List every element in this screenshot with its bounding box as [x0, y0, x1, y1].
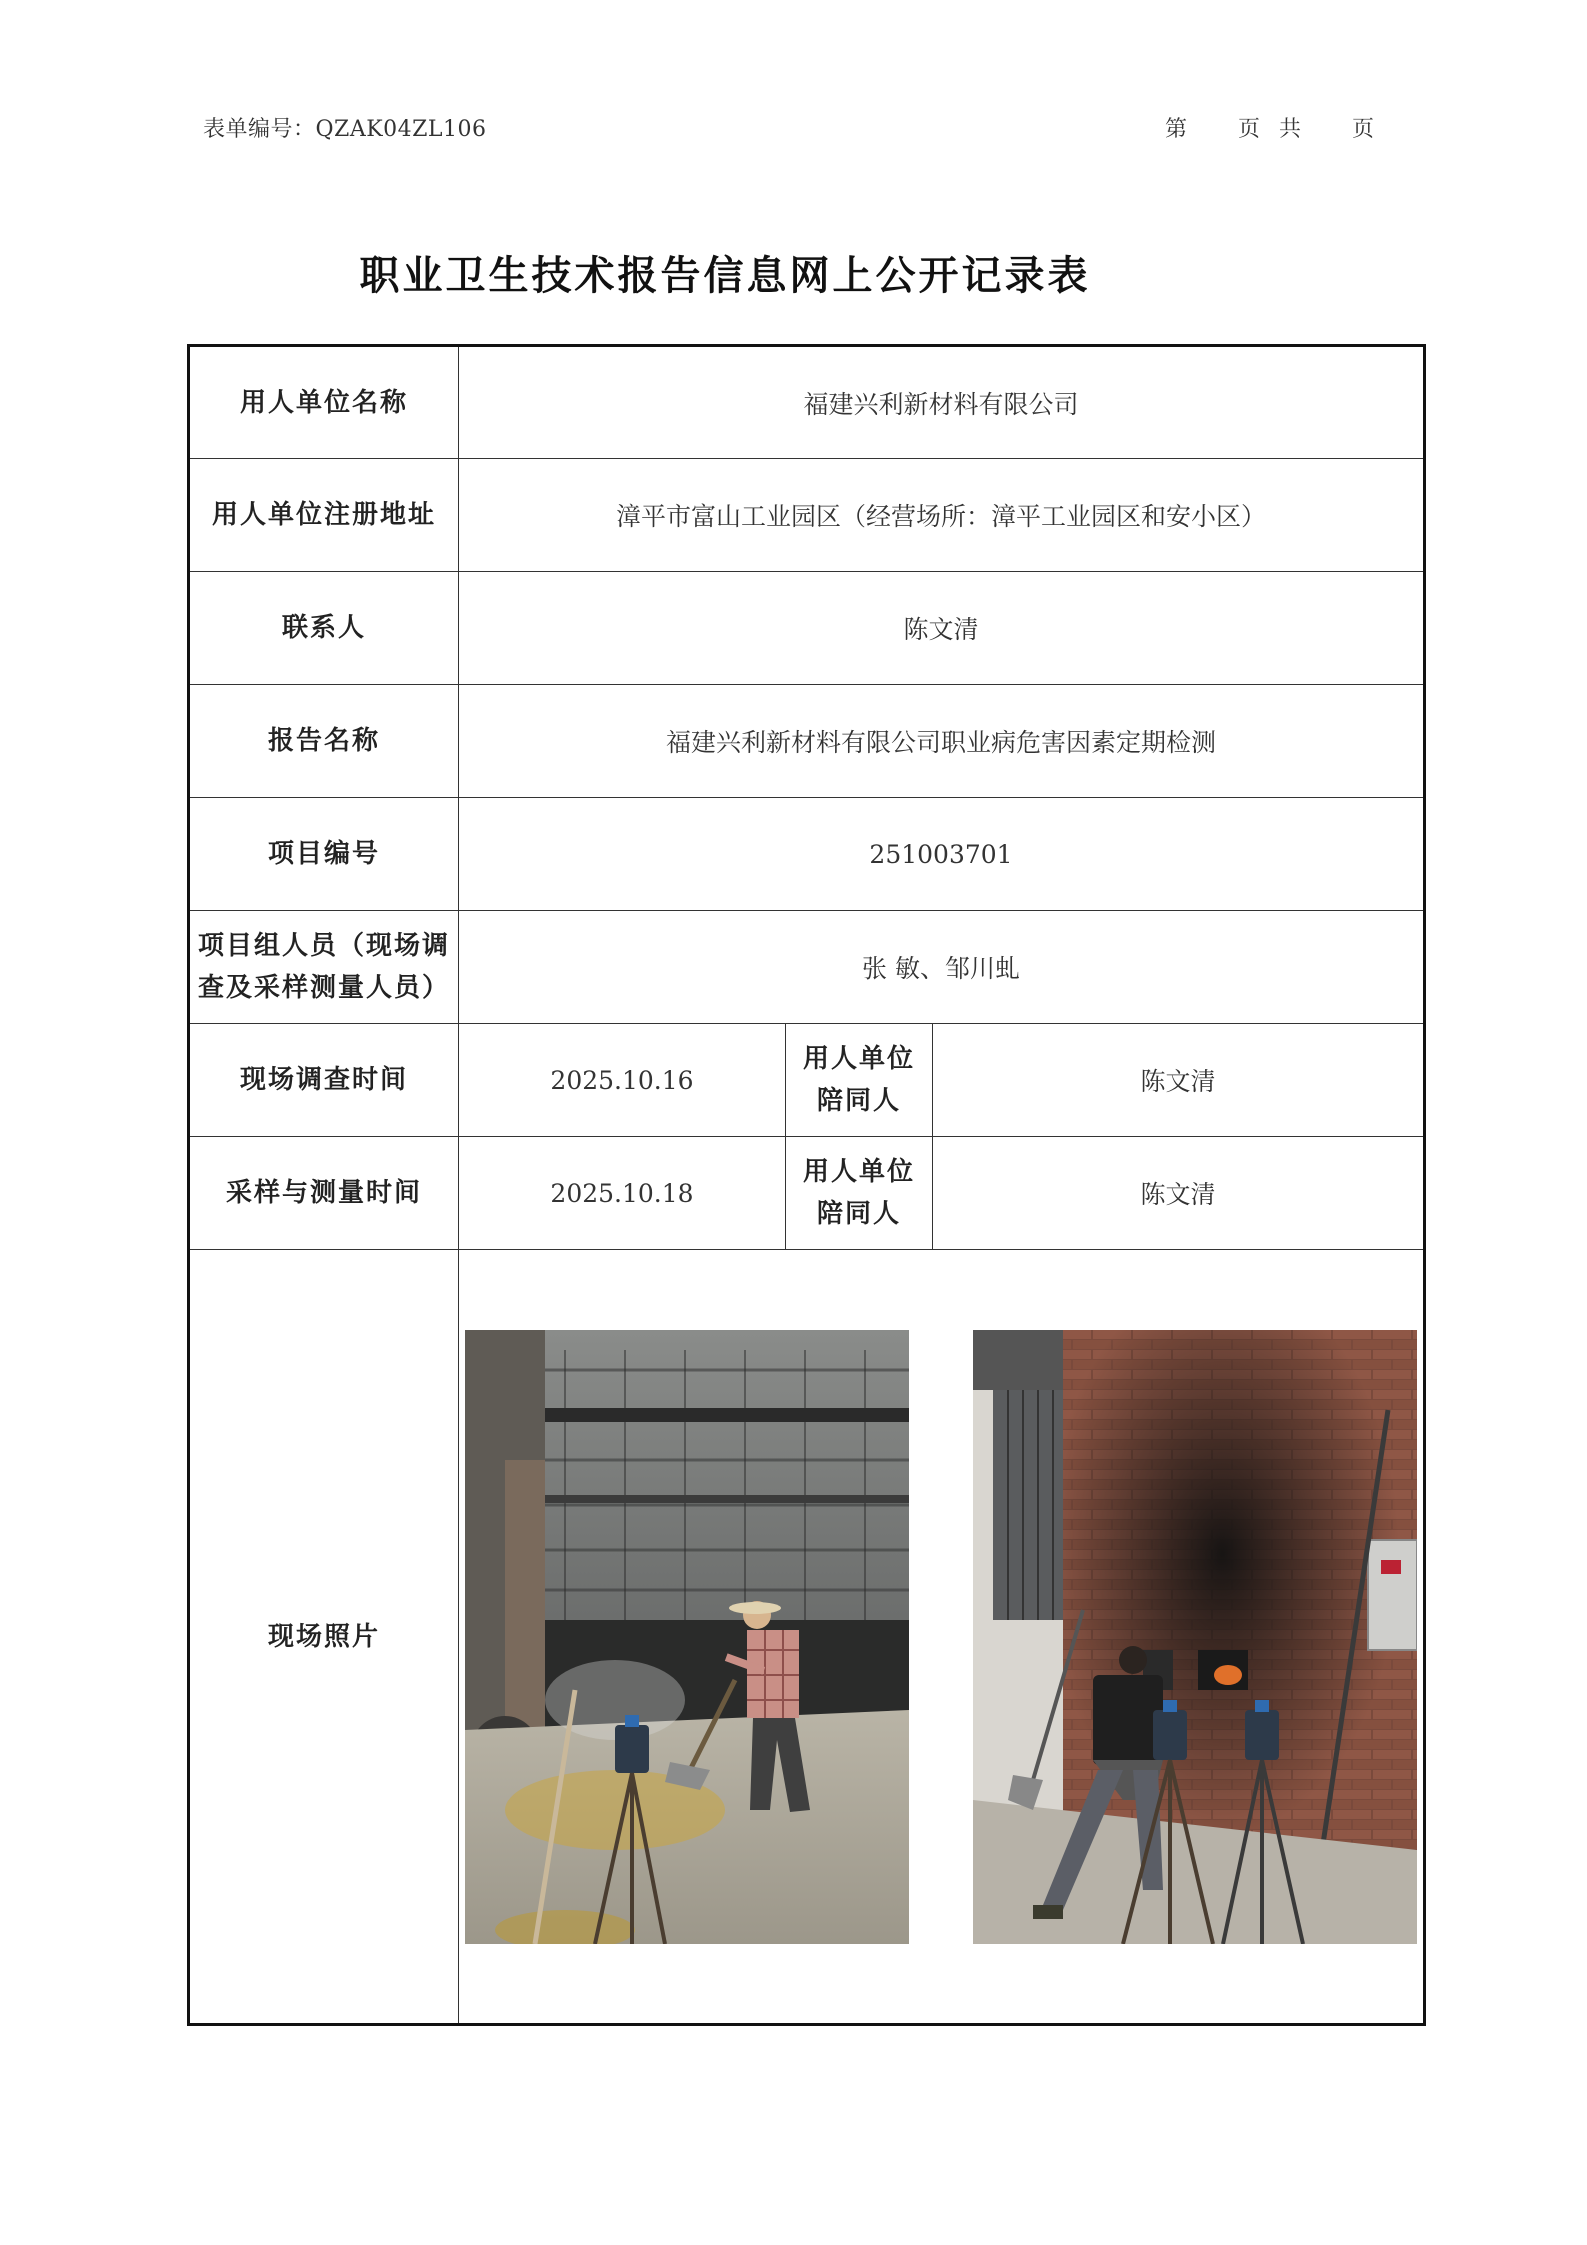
site-photo-1 — [465, 1330, 909, 1944]
report-name-value: 福建兴利新材料有限公司职业病危害因素定期检测 — [459, 685, 1425, 798]
employer-address-label: 用人单位注册地址 — [189, 459, 459, 572]
survey-companion-label-line2: 陪同人 — [816, 1086, 901, 1116]
row-project-number — [189, 798, 1425, 911]
employer-address-value: 漳平市富山工业园区（经营场所：漳平工业园区和安小区） — [459, 459, 1425, 572]
sampling-companion-value: 陈文清 — [933, 1137, 1425, 1250]
employer-name-label: 用人单位名称 — [189, 346, 459, 459]
row-sampling-time — [189, 1137, 1425, 1250]
sampling-companion-label — [786, 1137, 933, 1250]
team-members-label-line1: 项目组人员（现场调 — [198, 931, 451, 961]
photo-gallery — [459, 1330, 1423, 1944]
employer-name-value: 福建兴利新材料有限公司 — [459, 346, 1425, 459]
survey-time-label: 现场调查时间 — [189, 1024, 459, 1137]
photos-cell — [459, 1250, 1425, 2025]
contact-value: 陈文清 — [459, 572, 1425, 685]
page-label-ye2: 页 — [1352, 117, 1375, 142]
page-label-di: 第 — [1165, 117, 1188, 142]
row-employer-name — [189, 346, 1425, 459]
team-members-value: 张 敏、邹川虬 — [459, 911, 1425, 1024]
row-photos — [189, 1250, 1425, 2025]
team-members-label-line2: 查及采样测量人员） — [198, 973, 451, 1003]
project-number-label: 项目编号 — [189, 798, 459, 911]
page-indicator — [1165, 112, 1374, 143]
row-contact — [189, 572, 1425, 685]
report-name-label: 报告名称 — [189, 685, 459, 798]
survey-time-value: 2025.10.16 — [459, 1024, 786, 1137]
site-photo-2-image — [973, 1330, 1417, 1944]
project-number-value: 251003701 — [459, 798, 1425, 911]
survey-companion-label-line1: 用人单位 — [802, 1044, 915, 1074]
sampling-companion-label-line1: 用人单位 — [802, 1157, 915, 1187]
row-survey-time — [189, 1024, 1425, 1137]
photos-label: 现场照片 — [189, 1250, 459, 2025]
survey-companion-label — [786, 1024, 933, 1137]
team-members-label — [189, 911, 459, 1024]
site-photo-1-image — [465, 1330, 909, 1944]
sampling-time-value: 2025.10.18 — [459, 1137, 786, 1250]
row-team-members — [189, 911, 1425, 1024]
page-title: 职业卫生技术报告信息网上公开记录表 — [359, 253, 1091, 299]
row-employer-address — [189, 459, 1425, 572]
form-number: 表单编号：QZAK04ZL106 — [203, 117, 487, 142]
sampling-companion-label-line2: 陪同人 — [816, 1199, 901, 1229]
survey-companion-value: 陈文清 — [933, 1024, 1425, 1137]
record-table — [187, 344, 1426, 2026]
row-report-name — [189, 685, 1425, 798]
page-label-gong: 共 — [1279, 117, 1302, 142]
page-label-ye: 页 — [1238, 117, 1261, 142]
contact-label: 联系人 — [189, 572, 459, 685]
site-photo-2 — [973, 1330, 1417, 1944]
sampling-time-label: 采样与测量时间 — [189, 1137, 459, 1250]
